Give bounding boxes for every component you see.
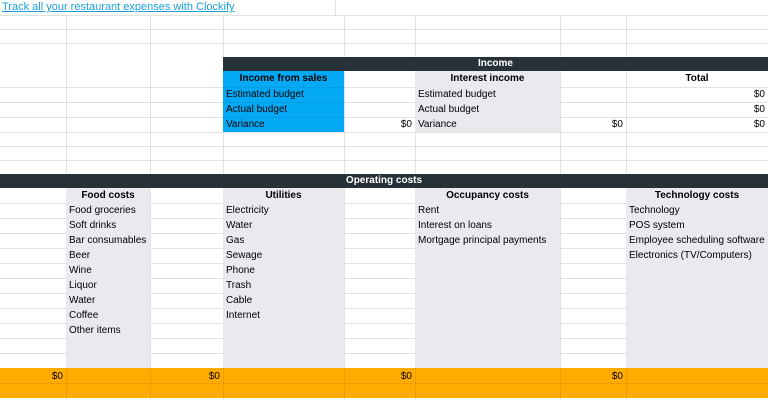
- gridline: [626, 368, 627, 398]
- occupancy-costs-header[interactable]: Occupancy costs: [446, 190, 529, 201]
- technology-costs-total[interactable]: $0: [611, 371, 623, 382]
- gridline: [0, 29, 768, 30]
- utility-item[interactable]: Water: [226, 220, 253, 231]
- income-total-value[interactable]: $0: [753, 89, 765, 100]
- gridline: [223, 368, 224, 398]
- income-interest-row[interactable]: Estimated budget: [418, 89, 496, 100]
- technology-cost-item[interactable]: POS system: [629, 220, 685, 231]
- income-sales-variance-value[interactable]: $0: [400, 119, 412, 130]
- income-title: Income: [477, 58, 513, 69]
- occupancy-cost-item[interactable]: Rent: [418, 205, 440, 216]
- technology-cost-item[interactable]: Electronics (TV/Computers): [629, 250, 752, 261]
- income-interest-row[interactable]: Variance: [418, 119, 457, 130]
- gridline: [344, 15, 345, 400]
- gridline: [415, 368, 416, 398]
- income-interest-header[interactable]: Interest income: [450, 73, 525, 84]
- income-sales-row[interactable]: Variance: [226, 119, 265, 130]
- gridline: [150, 15, 151, 400]
- operating-title: Operating costs: [345, 175, 423, 186]
- utility-item[interactable]: Phone: [226, 265, 255, 276]
- food-cost-item[interactable]: Wine: [69, 265, 92, 276]
- gridline: [66, 368, 67, 398]
- income-interest-row[interactable]: Actual budget: [418, 104, 480, 115]
- food-cost-item[interactable]: Soft drinks: [69, 220, 117, 231]
- food-cost-item[interactable]: Water: [69, 295, 96, 306]
- food-cost-item[interactable]: Coffee: [69, 310, 99, 321]
- technology-cost-item[interactable]: Technology: [629, 205, 680, 216]
- gridline: [0, 43, 768, 44]
- occupancy-cost-item[interactable]: Mortgage principal payments: [418, 235, 547, 246]
- food-cost-item[interactable]: Other items: [69, 325, 121, 336]
- gridline: [0, 146, 768, 147]
- income-total-value[interactable]: $0: [753, 119, 765, 130]
- gridline: [0, 160, 768, 161]
- utility-item[interactable]: Electricity: [226, 205, 269, 216]
- technology-cost-item[interactable]: Employee scheduling software: [629, 235, 765, 246]
- food-costs-header[interactable]: Food costs: [81, 190, 135, 201]
- income-sales-row[interactable]: Estimated budget: [226, 89, 304, 100]
- gridline: [0, 15, 768, 16]
- gridline: [335, 0, 336, 15]
- utility-item[interactable]: Trash: [226, 280, 252, 291]
- food-costs-total[interactable]: $0: [51, 371, 63, 382]
- utility-item[interactable]: Sewage: [226, 250, 263, 261]
- gridline: [0, 132, 768, 133]
- utility-item[interactable]: Internet: [226, 310, 260, 321]
- utilities-total[interactable]: $0: [208, 371, 220, 382]
- food-cost-item[interactable]: Liquor: [69, 280, 97, 291]
- occupancy-costs-total[interactable]: $0: [400, 371, 412, 382]
- food-cost-item[interactable]: Bar consumables: [69, 235, 147, 246]
- income-total-header[interactable]: Total: [685, 73, 709, 84]
- utility-item[interactable]: Cable: [226, 295, 253, 306]
- gridline: [560, 15, 561, 400]
- operating-section-header: [0, 174, 768, 188]
- occupancy-cost-item[interactable]: Interest on loans: [418, 220, 492, 231]
- income-sales-header[interactable]: Income from sales: [239, 73, 328, 84]
- income-total-value[interactable]: $0: [753, 104, 765, 115]
- clockify-link[interactable]: Track all your restaurant expenses with Clockify: [2, 1, 235, 13]
- technology-costs-header[interactable]: Technology costs: [654, 190, 740, 201]
- utilities-header[interactable]: Utilities: [265, 190, 302, 201]
- utility-item[interactable]: Gas: [226, 235, 245, 246]
- income-section-header: [223, 57, 768, 71]
- food-cost-item[interactable]: Beer: [69, 250, 91, 261]
- food-cost-item[interactable]: Food groceries: [69, 205, 136, 216]
- income-sales-row[interactable]: Actual budget: [226, 104, 288, 115]
- income-interest-variance-value[interactable]: $0: [611, 119, 623, 130]
